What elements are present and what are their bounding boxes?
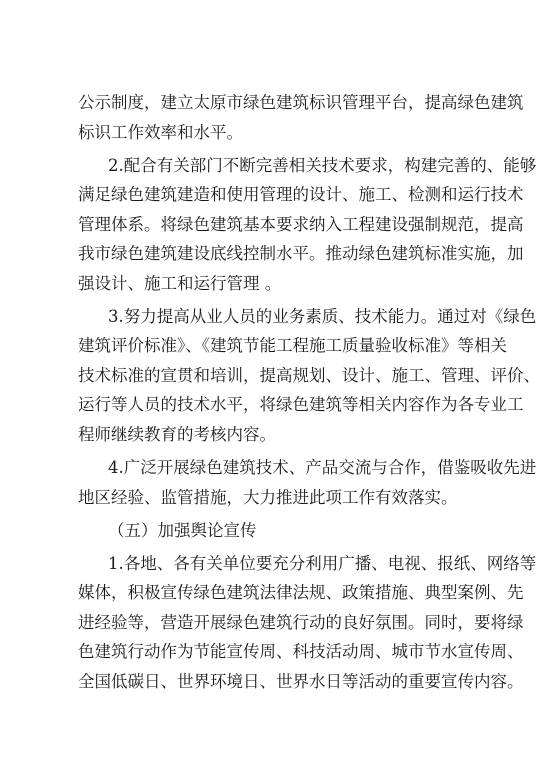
text-line: 媒体，积极宣传绿色建筑法律法规、政策措施、典型案例、先 (78, 583, 524, 603)
text-line: 地区经验、监管措施，大力推进此项工作有效落实。 (78, 487, 458, 507)
text-line: 4.广泛开展绿色建筑技术、产品交流与合作，借鉴吸收先进 (108, 458, 537, 478)
text-line: 全国低碳日、世界环境日、世界水日等活动的重要宣传内容。 (78, 671, 524, 691)
text-line: 运行等人员的技术水平，将绿色建筑等相关内容作为各专业工 (78, 395, 524, 415)
text-line: 满足绿色建筑建造和使用管理的设计、施工、检测和运行技术 (78, 185, 524, 205)
text-line: 1.各地、各有关单位要充分利用广播、电视、报纸、网络等 (108, 553, 537, 573)
text-line: 管理体系。将绿色建筑基本要求纳入工程建设强制规范，提高 (78, 214, 524, 234)
text-line: 3.努力提高从业人员的业务素质、技术能力。通过对《绿色 (108, 306, 537, 326)
text-line: 建筑评价标准》、《建筑节能工程施工质量验收标准》等相关 (78, 336, 507, 356)
text-line: 技术标准的宣贯和培训，提高规划、设计、施工、管理、评价、 (78, 365, 540, 385)
text-line: 2.配合有关部门不断完善相关技术要求，构建完善的、能够 (108, 155, 537, 175)
text-line: 公示制度，建立太原市绿色建筑标识管理平台，提高绿色建筑 (78, 93, 524, 112)
text-line: 进经验等，营造开展绿色建筑行动的良好氛围。同时，要将绿 (78, 612, 524, 632)
section-heading: （五）加强舆论宣传 (108, 520, 257, 540)
text-line: 程师继续教育的考核内容。 (78, 424, 276, 444)
text-line: 色建筑行动作为节能宣传周、科技活动周、城市节水宣传周、 (78, 642, 524, 662)
text-line: 标识工作效率和水平。 (78, 122, 243, 142)
text-line: 我市绿色建筑建设底线控制水平。推动绿色建筑标准实施，加 (78, 244, 524, 264)
text-line: 强设计、施工和运行管理 。 (78, 273, 282, 293)
